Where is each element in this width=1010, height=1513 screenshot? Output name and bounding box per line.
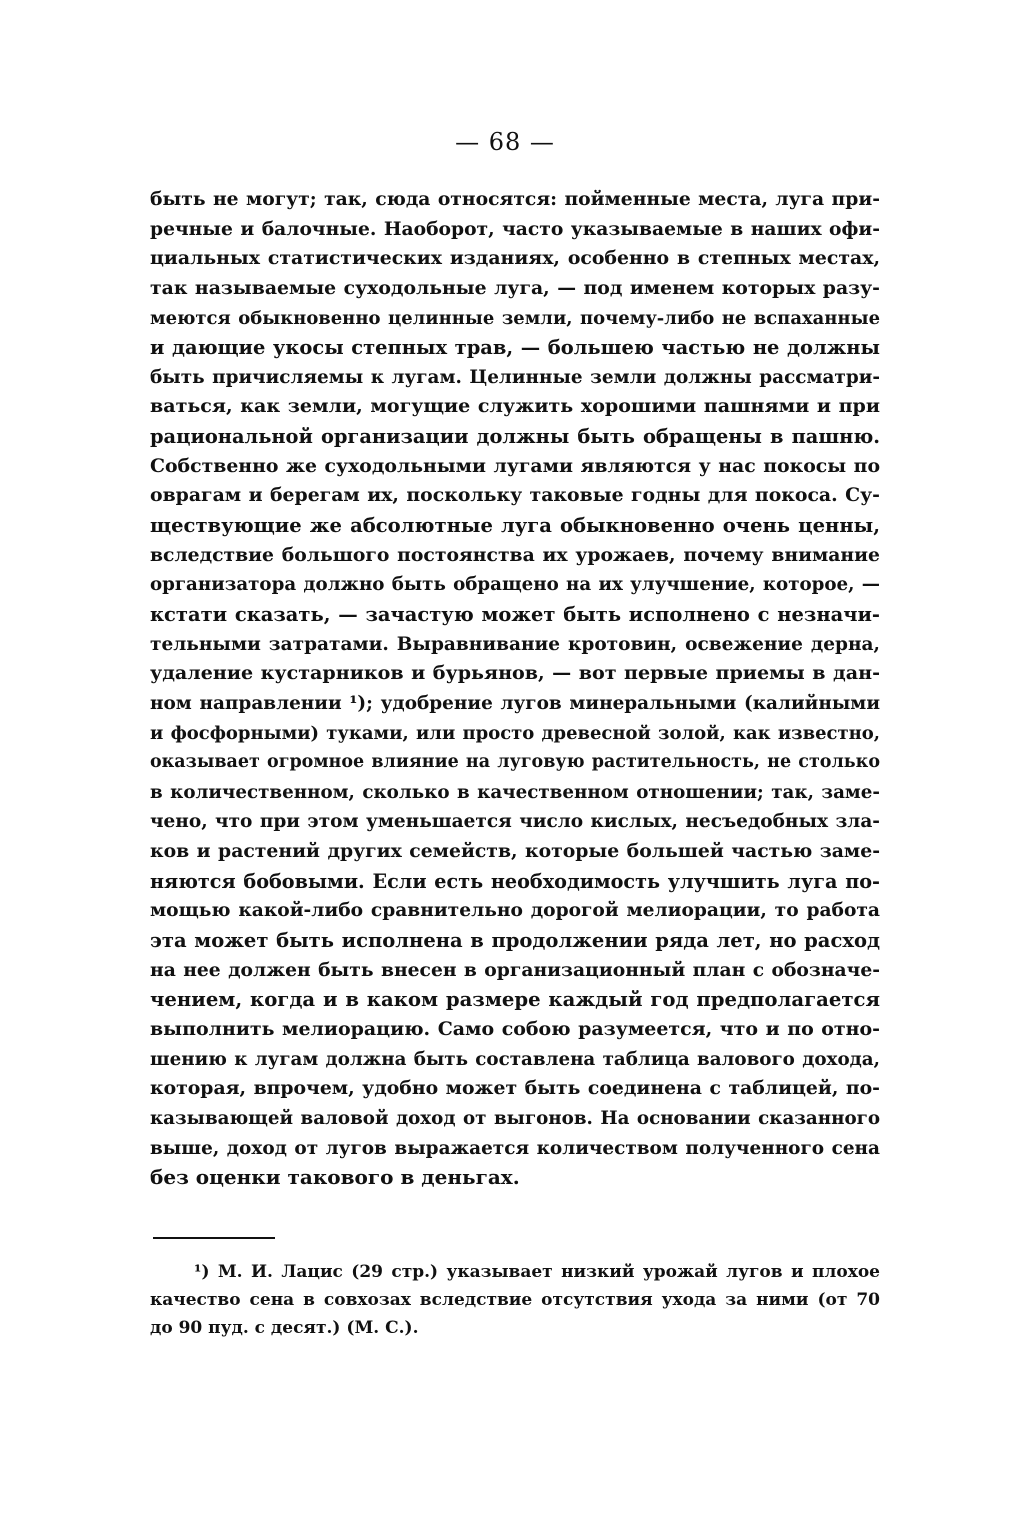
text-line: шению к лугам должна быть составлена таблица валового дохода, <box>150 1048 880 1070</box>
text-line: ном направлении ¹); удобрение лугов минеральными (калийными <box>150 692 880 714</box>
text-line: рациональной организации должны быть обращены в пашню. <box>150 425 880 449</box>
text-line: которая, впрочем, удобно может быть соединена с таблицей, по- <box>150 1077 880 1100</box>
text-line: чено, что при этом уменьшается число кислых, несъедобных зла- <box>150 811 880 833</box>
text-line: речные и балочные. Наоборот, часто указываемые в наших офи- <box>150 217 880 240</box>
text-line: удаление кустарников и бурьянов, — вот первые приемы в дан- <box>150 662 880 685</box>
text-line: циальных статистических изданиях, особенно в степных местах, <box>150 247 880 270</box>
footnote-line: качество сена в совхозах вследствие отсутствия ухода за ними (от 70 <box>150 1290 880 1310</box>
text-line: няются бобовыми. Если есть необходимость улучшить луга по- <box>150 869 880 893</box>
text-line: и дающие укосы степных трав, — большею частью не должны <box>150 336 880 360</box>
text-line: тельными затратами. Выравнивание кротовин, освежение дерна, <box>150 633 880 655</box>
text-line: и фосфорными) туками, или просто древесной золой, как известно, <box>150 722 880 744</box>
text-line: кстати сказать, — зачастую может быть исполнено с незначи- <box>150 602 880 626</box>
text-line: ваться, как земли, могущие служить хорошими пашнями и при <box>150 395 880 418</box>
text-line: меются обыкновенно целинные земли, почему-либо не вспаханные <box>150 307 880 329</box>
text-line: так называемые суходольные луга, — под именем которых разу- <box>150 276 880 299</box>
body-text <box>150 185 880 1193</box>
text-line: быть причисляемы к лугам. Целинные земли должны рассматри- <box>150 366 880 388</box>
text-line: ков и растений других семейств, которые большей частью заме- <box>150 840 880 863</box>
text-line: оврагам и берегам их, поскольку таковые годны для покоса. Су- <box>150 484 880 507</box>
text-line: оказывает огромное влияние на луговую растительность, не столько <box>150 752 880 773</box>
text-line: в количественном, сколько в качественном отношении; так, заме- <box>150 781 880 803</box>
footnote-divider <box>153 1237 275 1239</box>
text-line: выше, доход от лугов выражается количеством полученного сена <box>150 1137 880 1159</box>
text-line: организатора должно быть обращено на их улучшение, которое, — <box>150 574 880 596</box>
text-line: Собственно же суходольными лугами являются у нас покосы по <box>150 454 880 477</box>
text-line: казывающей валовой доход от выгонов. На основании сказанного <box>150 1107 880 1129</box>
page-number: — 68 — <box>455 128 555 156</box>
text-line: без оценки такового в деньгах. <box>150 1165 520 1190</box>
text-line: эта может быть исполнена в продолжении ряда лет, но расход <box>150 929 880 953</box>
text-line: мощью какой-либо сравнительно дорогой мелиорации, то работа <box>150 899 880 922</box>
footnote <box>150 1258 880 1342</box>
text-line: на нее должен быть внесен в организационный план с обозначе- <box>150 958 880 981</box>
text-line: выполнить мелиорацию. Само собою разумеется, что и по отно- <box>150 1017 880 1040</box>
text-line: вследствие большого постоянства их урожаев, почему внимание <box>150 543 880 566</box>
text-line: ществующие же абсолютные луга обыкновенно очень ценны, <box>150 514 880 538</box>
footnote-line: до 90 пуд. с десят.) (М. С.). <box>150 1318 419 1338</box>
text-line: чением, когда и в каком размере каждый год предполагается <box>150 988 880 1012</box>
footnote-line: ¹) М. И. Лацис (29 стр.) указывает низкий урожай лугов и плохое <box>194 1262 880 1282</box>
text-line: быть не могут; так, сюда относятся: пойменные места, луга при- <box>150 188 880 210</box>
